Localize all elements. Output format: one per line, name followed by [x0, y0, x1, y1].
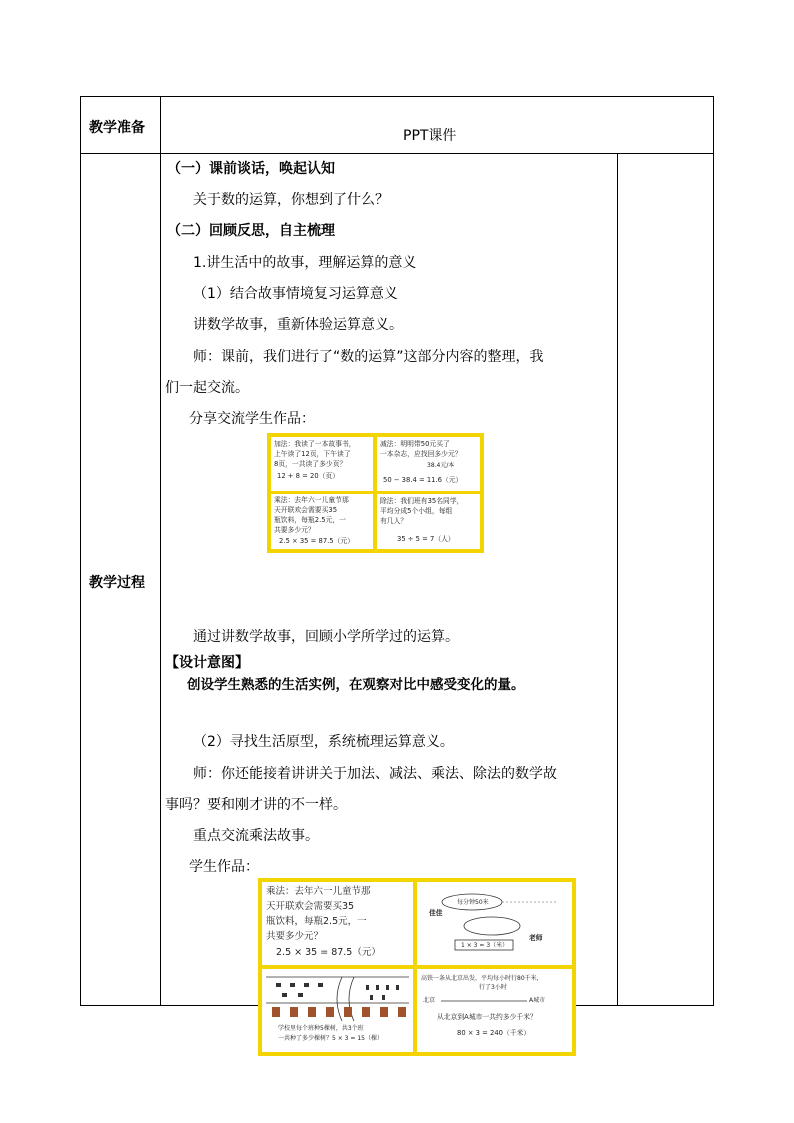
paragraph: 事吗？要和刚才讲的不一样。 — [165, 797, 347, 813]
paragraph: 通过讲数学故事，回顾小学所学过的运算。 — [193, 629, 459, 645]
student-work-image-1 — [267, 433, 484, 553]
paragraph: 师：你还能接着讲讲关于加法、减法、乘法、除法的数学故 — [193, 766, 557, 782]
prep-content: PPT课件 — [403, 128, 457, 144]
section-heading-2: （二）回顾反思，自主梳理 — [167, 223, 335, 239]
paragraph: 1.讲生活中的故事，理解运算的意义 — [193, 255, 417, 271]
image-panel: 乘法：去年六一儿童节那 天开联欢会需要买35 瓶饮料，每瓶2.5元，一 共要多少元？ 2.5 × 35 = 87.5（元） — [271, 494, 373, 549]
table-col-divider-right — [617, 153, 618, 1006]
section-heading-1: （一）课前谈话，唤起认知 — [167, 161, 335, 177]
image-panel: 佳佳 老师 每分钟50米 1 × 3 = 3（米） — [417, 882, 572, 965]
paragraph: 分享交流学生作品： — [189, 411, 315, 427]
table-col-divider — [160, 96, 161, 1006]
design-intent-text: 创设学生熟悉的生活实例，在观察对比中感受变化的量。 — [187, 677, 525, 693]
paragraph: 们一起交流。 — [165, 380, 249, 396]
process-label: 教学过程 — [89, 575, 145, 591]
route-drawing — [417, 969, 572, 1052]
table-row-divider — [80, 153, 714, 154]
prep-label: 教学准备 — [89, 120, 145, 136]
paragraph: 学生作品： — [189, 859, 259, 875]
paragraph: （1）结合故事情境复习运算意义 — [193, 286, 398, 302]
image-panel: 乘法：去年六一儿童节那 天开联欢会需要买35 瓶饮料，每瓶2.5元，一 共要多少元？ 2.5 × 35 = 87.5（元） — [262, 882, 413, 965]
paragraph: 重点交流乘法故事。 — [193, 828, 319, 844]
paragraph: 师：课前，我们进行了“数的运算”这部分内容的整理，我 — [193, 349, 544, 365]
student-work-image-2 — [258, 878, 576, 1056]
paragraph: 讲数学故事，重新体验运算意义。 — [193, 317, 403, 333]
design-intent-label: 【设计意图】 — [165, 655, 249, 671]
speech-bubbles-drawing — [417, 882, 572, 965]
image-panel: 减法：明明带50元买了 一本杂志，应找回多少元？ 38.4元/本 50 − 38.4 = 11.6（元） — [377, 437, 480, 491]
image-panel: 加法：我读了一本故事书， 上午读了12页，下午读了 8页，一共读了多少页？ 12 + 8 = 20（页） — [271, 437, 373, 491]
image-panel: 除法：我们班有35名同学， 平均分成5个小组，每组 有几人？ 35 ÷ 5 = 7（人） — [377, 494, 480, 549]
paragraph: 关于数的运算，你想到了什么？ — [193, 192, 389, 208]
image-panel: 高铁一条从北京出发，平均每小时行80千米， 行了3小时 北京 A城市 从北京到A城市一共约多少千米？ 80 × 3 = 240（千米） — [417, 969, 572, 1052]
paragraph: （2）寻找生活原型，系统梳理运算意义。 — [193, 734, 454, 750]
image-panel: 学校里每个班种5棵树，共3个班 一共种了多少棵树？5 × 3 = 15（棵） — [262, 969, 413, 1052]
